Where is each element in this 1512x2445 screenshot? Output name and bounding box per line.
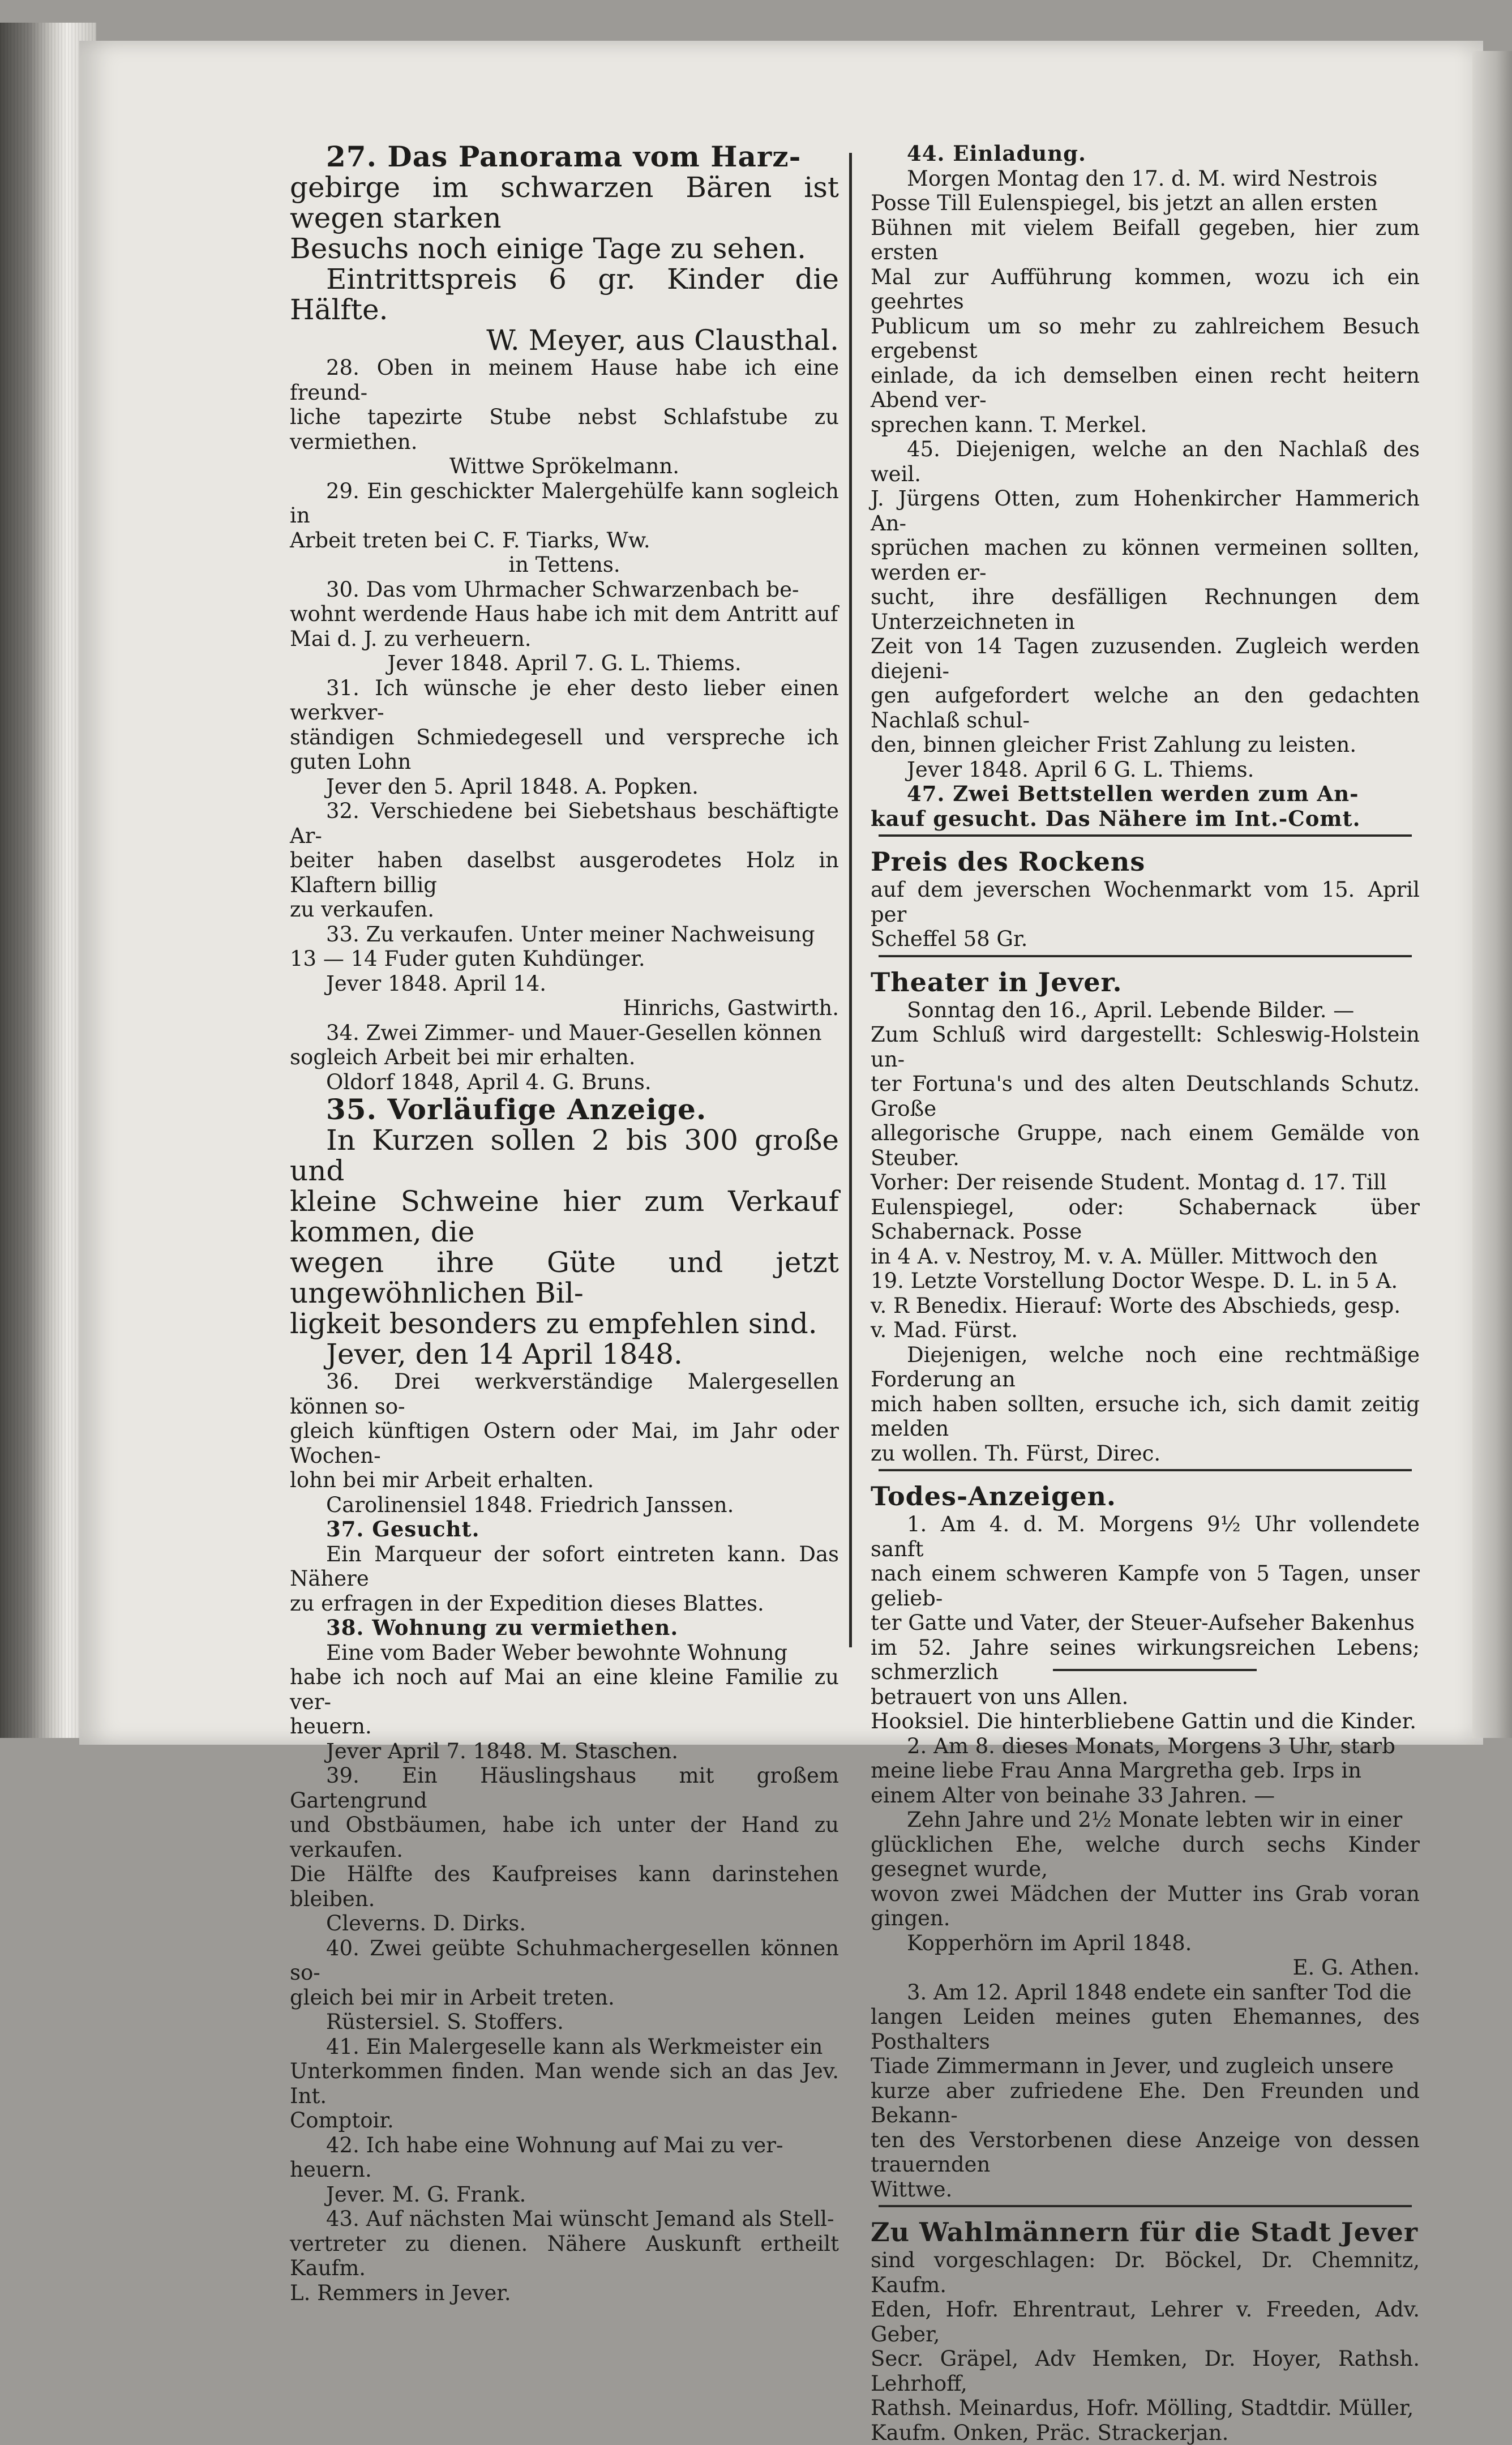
text-line-rocken-l1: auf dem jeverschen Wochenmarkt vom 15. April per <box>871 877 1420 927</box>
text-line-ad35-l6: Jever, den 14 April 1848. <box>290 1339 839 1369</box>
text-line-todes3-l6: Wittwe. <box>871 2177 1420 2202</box>
text-line-todes3-l2: langen Leiden meines guten Ehemannes, des Posthalters <box>871 2005 1420 2054</box>
text-line-todes2-l3: einem Alter von beinahe 33 Jahren. — <box>871 1783 1420 1808</box>
text-line-ad43-l2: vertreter zu dienen. Nähere Auskunft ertheilt Kaufm. <box>290 2232 839 2281</box>
text-line-todes3-l1: 3. Am 12. April 1848 endete ein sanfter Tod die <box>871 1980 1420 2005</box>
text-line-ad32-l3: zu verkaufen. <box>290 897 839 922</box>
text-line-todes1-l3: ter Gatte und Vater, der Steuer-Aufseher Bakenhus <box>871 1611 1420 1635</box>
text-line-wahl-title: Zu Wahlmännern für die Stadt Jever <box>871 2216 1420 2248</box>
text-line-ad28-l1: 28. Oben in meinem Hause habe ich eine freund- <box>290 356 839 405</box>
text-line-ad40-l1: 40. Zwei geübte Schuhmachergesellen können so- <box>290 1936 839 1985</box>
text-line-theater-l10: v. Mad. Fürst. <box>871 1318 1420 1343</box>
text-line-todes2-l1: 2. Am 8. dieses Monats, Morgens 3 Uhr, starb <box>871 1734 1420 1759</box>
text-line-ad38-l4: heuern. <box>290 1714 839 1739</box>
text-line-ad38-l2: Eine vom Bader Weber bewohnte Wohnung <box>290 1641 839 1665</box>
text-line-ad37-l3: zu erfragen in der Expedition dieses Blattes. <box>290 1591 839 1616</box>
text-line-ad43-l1: 43. Auf nächsten Mai wünscht Jemand als Stell- <box>290 2207 839 2232</box>
text-line-ad39-l4: Cleverns. D. Dirks. <box>290 1911 839 1936</box>
text-line-ad44-l7: einlade, da ich demselben einen recht heitern Abend ver- <box>871 363 1420 413</box>
text-line-rocken-title: Preis des Rockens <box>871 846 1420 877</box>
text-line-ad27-l2: gebirge im schwarzen Bären ist wegen starken <box>290 172 839 233</box>
text-line-ad30-l3: Mai d. J. zu verheuern. <box>290 627 839 652</box>
text-line-todes1-l1: 1. Am 4. d. M. Morgens 9½ Uhr vollendete sanft <box>871 1512 1420 1561</box>
text-line-ad44-l8: sprechen kann. T. Merkel. <box>871 413 1420 438</box>
text-line-todes-title: Todes-Anzeigen. <box>871 1480 1420 1512</box>
text-line-ad36-l1: 36. Drei werkverständige Malergesellen können so- <box>290 1369 839 1419</box>
text-line-ad28-l2: liche tapezirte Stube nebst Schlafstube zu vermiethen. <box>290 405 839 454</box>
section-rule <box>879 955 1412 957</box>
text-line-wahl-l5: Kaufm. Onken, Präc. Strackerjan. <box>871 2421 1420 2445</box>
text-line-ad45-l5: Zeit von 14 Tagen zuzusenden. Zugleich werden diejeni- <box>871 634 1420 683</box>
text-line-ad33-l3: Jever 1848. April 14. <box>290 971 839 996</box>
text-line-ad42-l2: heuern. <box>290 2157 839 2182</box>
text-line-ad45-l2: J. Jürgens Otten, zum Hohenkircher Hammerich An- <box>871 486 1420 536</box>
text-line-wahl-l4: Rathsh. Meinardus, Hofr. Mölling, Stadtdir. Müller, <box>871 2396 1420 2421</box>
text-line-ad27-l4: Eintrittspreis 6 gr. Kinder die Hälfte. <box>290 264 839 325</box>
text-line-todes2-l4: Zehn Jahre und 2½ Monate lebten wir in einer <box>871 1808 1420 1832</box>
text-line-ad29-l1: 29. Ein geschickter Malergehülfe kann sogleich in <box>290 479 839 528</box>
text-line-ad40-l2: gleich bei mir in Arbeit treten. <box>290 1985 839 2010</box>
text-line-todes2-l6: wovon zwei Mädchen der Mutter ins Grab voran gingen. <box>871 1882 1420 1931</box>
text-line-ad44-l1: 44. Einladung. <box>871 142 1420 166</box>
text-line-ad38-l1: 38. Wohnung zu vermiethen. <box>290 1616 839 1641</box>
section-rule <box>879 834 1412 837</box>
text-line-ad29-l2: Arbeit treten bei C. F. Tiarks, Ww. <box>290 528 839 553</box>
text-line-theater-l3: ter Fortuna's und des alten Deutschlands Schutz. Große <box>871 1072 1420 1121</box>
text-line-theater-l2: Zum Schluß wird dargestellt: Schleswig-Holstein un- <box>871 1022 1420 1072</box>
text-line-ad36-l3: lohn bei mir Arbeit erhalten. <box>290 1468 839 1493</box>
text-line-todes1-l4: im 52. Jahre seines wirkungsreichen Lebens; schmerzlich <box>871 1635 1420 1685</box>
text-line-ad32-l1: 32. Verschiedene bei Siebetshaus beschäftigte Ar- <box>290 799 839 848</box>
text-line-ad31-l3: Jever den 5. April 1848. A. Popken. <box>290 774 839 799</box>
text-line-ad29-l3: in Tettens. <box>290 553 839 577</box>
text-line-ad39-l2: und Obstbäumen, habe ich unter der Hand zu verkaufen. <box>290 1813 839 1862</box>
text-line-ad42-l1: 42. Ich habe eine Wohnung auf Mai zu ver- <box>290 2133 839 2158</box>
text-line-theater-l11: Diejenigen, welche noch eine rechtmäßige Forderung an <box>871 1343 1420 1392</box>
text-line-ad35-l1: 35. Vorläufige Anzeige. <box>290 1094 839 1125</box>
text-line-ad27-l3: Besuchs noch einige Tage zu sehen. <box>290 233 839 264</box>
text-line-todes3-l5: ten des Verstorbenen diese Anzeige von dessen trauernden <box>871 2128 1420 2177</box>
text-line-ad41-l2: Unterkommen finden. Man wende sich an das Jev. Int. <box>290 2059 839 2108</box>
text-line-ad37-l2: Ein Marqueur der sofort eintreten kann. Das Nähere <box>290 1542 839 1591</box>
book-page-edges-right <box>1472 51 1512 1738</box>
text-line-ad30-l1: 30. Das vom Uhrmacher Schwarzenbach be- <box>290 577 839 602</box>
column-divider <box>849 153 852 1647</box>
text-line-ad35-l5: ligkeit besonders zu empfehlen sind. <box>290 1308 839 1339</box>
text-line-theater-l12: mich haben sollten, ersuche ich, sich damit zeitig melden <box>871 1392 1420 1441</box>
text-line-ad45-l7: den, binnen gleicher Frist Zahlung zu leisten. <box>871 733 1420 757</box>
text-line-ad45-l3: sprüchen machen zu können vermeinen sollten, werden er- <box>871 536 1420 585</box>
section-rule <box>879 1469 1412 1471</box>
text-line-todes1-l6: Hooksiel. Die hinterbliebene Gattin und die Kinder. <box>871 1709 1420 1734</box>
text-line-ad35-l4: wegen ihre Güte und jetzt ungewöhnlichen Bil- <box>290 1247 839 1308</box>
text-line-ad34-l3: Oldorf 1848, April 4. G. Bruns. <box>290 1070 839 1095</box>
text-line-theater-title: Theater in Jever. <box>871 966 1420 998</box>
text-line-ad44-l6: Publicum um so mehr zu zahlreichem Besuch ergebenst <box>871 314 1420 363</box>
text-line-todes2-l8: E. G. Athen. <box>871 1955 1420 1980</box>
text-line-todes2-l5: glücklichen Ehe, welche durch sechs Kinder gesegnet wurde, <box>871 1832 1420 1882</box>
text-line-todes2-l2: meine liebe Frau Anna Margretha geb. Irps in <box>871 1758 1420 1783</box>
text-line-theater-l1: Sonntag den 16., April. Lebende Bilder. — <box>871 998 1420 1023</box>
text-line-ad36-l2: gleich künftigen Ostern oder Mai, im Jahr oder Wochen- <box>290 1419 839 1468</box>
text-line-theater-l13: zu wollen. Th. Fürst, Direc. <box>871 1441 1420 1466</box>
text-line-todes1-l2: nach einem schweren Kampfe von 5 Tagen, unser gelieb- <box>871 1561 1420 1611</box>
text-line-ad33-l1: 33. Zu verkaufen. Unter meiner Nachweisung <box>290 922 839 947</box>
text-line-theater-l6: Eulenspiegel, oder: Schabernack über Schabernack. Posse <box>871 1195 1420 1244</box>
text-line-todes2-l7: Kopperhörn im April 1848. <box>871 1931 1420 1956</box>
text-line-ad45-l8: Jever 1848. April 6 G. L. Thiems. <box>871 757 1420 782</box>
text-line-theater-l5: Vorher: Der reisende Student. Montag d. 17. Till <box>871 1170 1420 1195</box>
text-line-todes1-l5: betrauert von uns Allen. <box>871 1685 1420 1710</box>
text-line-ad34-l2: sogleich Arbeit bei mir erhalten. <box>290 1045 839 1070</box>
text-line-theater-l8: 19. Letzte Vorstellung Doctor Wespe. D. L. in 5 A. <box>871 1269 1420 1294</box>
text-line-ad34-l1: 34. Zwei Zimmer- und Mauer-Gesellen können <box>290 1021 839 1046</box>
text-line-ad45-l6: gen aufgefordert welche an den gedachten Nachlaß schul- <box>871 683 1420 733</box>
text-line-ad31-l1: 31. Ich wünsche je eher desto lieber einen werkver- <box>290 676 839 725</box>
text-line-ad30-l2: wohnt werdende Haus habe ich mit dem Antritt auf <box>290 602 839 627</box>
text-line-ad41-l1: 41. Ein Malergeselle kann als Werkmeister ein <box>290 2035 839 2059</box>
text-line-ad28-l3: Wittwe Sprökelmann. <box>290 454 839 479</box>
text-line-ad31-l2: ständigen Schmiedegesell und verspreche ich guten Lohn <box>290 725 839 774</box>
text-line-ad38-l3: habe ich noch auf Mai an eine kleine Familie zu ver- <box>290 1665 839 1714</box>
text-line-ad32-l2: beiter haben daselbst ausgerodetes Holz in Klaftern billig <box>290 848 839 897</box>
text-line-ad39-l3: Die Hälfte des Kaufpreises kann darinstehen bleiben. <box>290 1862 839 1911</box>
text-line-ad47-l2: kauf gesucht. Das Nähere im Int.-Comt. <box>871 807 1420 832</box>
text-line-wahl-l2: Eden, Hofr. Ehrentraut, Lehrer v. Freeden, Adv. Geber, <box>871 2297 1420 2346</box>
text-line-ad27-l1: 27. Das Panorama vom Harz- <box>290 142 839 172</box>
text-line-ad41-l3: Comptoir. <box>290 2108 839 2133</box>
text-line-ad43-l3: L. Remmers in Jever. <box>290 2281 839 2306</box>
text-line-todes3-l3: Tiade Zimmermann in Jever, und zugleich unsere <box>871 2054 1420 2079</box>
text-line-ad33-l4: Hinrichs, Gastwirth. <box>290 996 839 1021</box>
text-line-ad47-l1: 47. Zwei Bettstellen werden zum An- <box>871 782 1420 807</box>
text-line-ad39-l1: 39. Ein Häuslingshaus mit großem Gartengrund <box>290 1763 839 1813</box>
text-line-ad35-l3: kleine Schweine hier zum Verkauf kommen, die <box>290 1186 839 1247</box>
text-line-ad27-l5: W. Meyer, aus Clausthal. <box>290 325 839 356</box>
text-line-theater-l7: in 4 A. v. Nestroy, M. v. A. Müller. Mittwoch den <box>871 1244 1420 1269</box>
text-line-theater-l9: v. R Benedix. Hierauf: Worte des Abschieds, gesp. <box>871 1294 1420 1318</box>
text-line-ad37-l1: 37. Gesucht. <box>290 1517 839 1542</box>
text-line-ad35-l2: In Kurzen sollen 2 bis 300 große und <box>290 1125 839 1186</box>
closing-rule <box>1053 1669 1257 1671</box>
text-line-theater-l4: allegorische Gruppe, nach einem Gemälde von Steuber. <box>871 1121 1420 1170</box>
text-line-ad30-l4: Jever 1848. April 7. G. L. Thiems. <box>290 651 839 676</box>
text-line-ad44-l3: Posse Till Eulenspiegel, bis jetzt an allen ersten <box>871 191 1420 216</box>
text-line-wahl-l1: sind vorgeschlagen: Dr. Böckel, Dr. Chemnitz, Kaufm. <box>871 2248 1420 2297</box>
text-line-ad44-l4: Bühnen mit vielem Beifall gegeben, hier zum ersten <box>871 216 1420 265</box>
left-column <box>290 142 839 2305</box>
text-line-ad42-l3: Jever. M. G. Frank. <box>290 2182 839 2207</box>
text-line-ad38-l5: Jever April 7. 1848. M. Staschen. <box>290 1739 839 1764</box>
text-line-wahl-l3: Secr. Gräpel, Adv Hemken, Dr. Hoyer, Rathsh. Lehrhoff, <box>871 2346 1420 2396</box>
text-line-ad44-l5: Mal zur Aufführung kommen, wozu ich ein geehrtes <box>871 265 1420 314</box>
right-column <box>871 142 1420 2445</box>
text-line-ad40-l3: Rüstersiel. S. Stoffers. <box>290 2010 839 2035</box>
text-line-rocken-l2: Scheffel 58 Gr. <box>871 927 1420 952</box>
text-line-todes3-l4: kurze aber zufriedene Ehe. Den Freunden und Bekann- <box>871 2079 1420 2128</box>
text-line-ad36-l4: Carolinensiel 1848. Friedrich Janssen. <box>290 1493 839 1518</box>
section-rule <box>879 2205 1412 2207</box>
text-line-ad33-l2: 13 — 14 Fuder guten Kuhdünger. <box>290 947 839 971</box>
text-line-ad44-l2: Morgen Montag den 17. d. M. wird Nestrois <box>871 166 1420 191</box>
text-line-ad45-l4: sucht, ihre desfälligen Rechnungen dem Unterzeichneten in <box>871 585 1420 634</box>
text-line-ad45-l1: 45. Diejenigen, welche an den Nachlaß des weil. <box>871 437 1420 486</box>
